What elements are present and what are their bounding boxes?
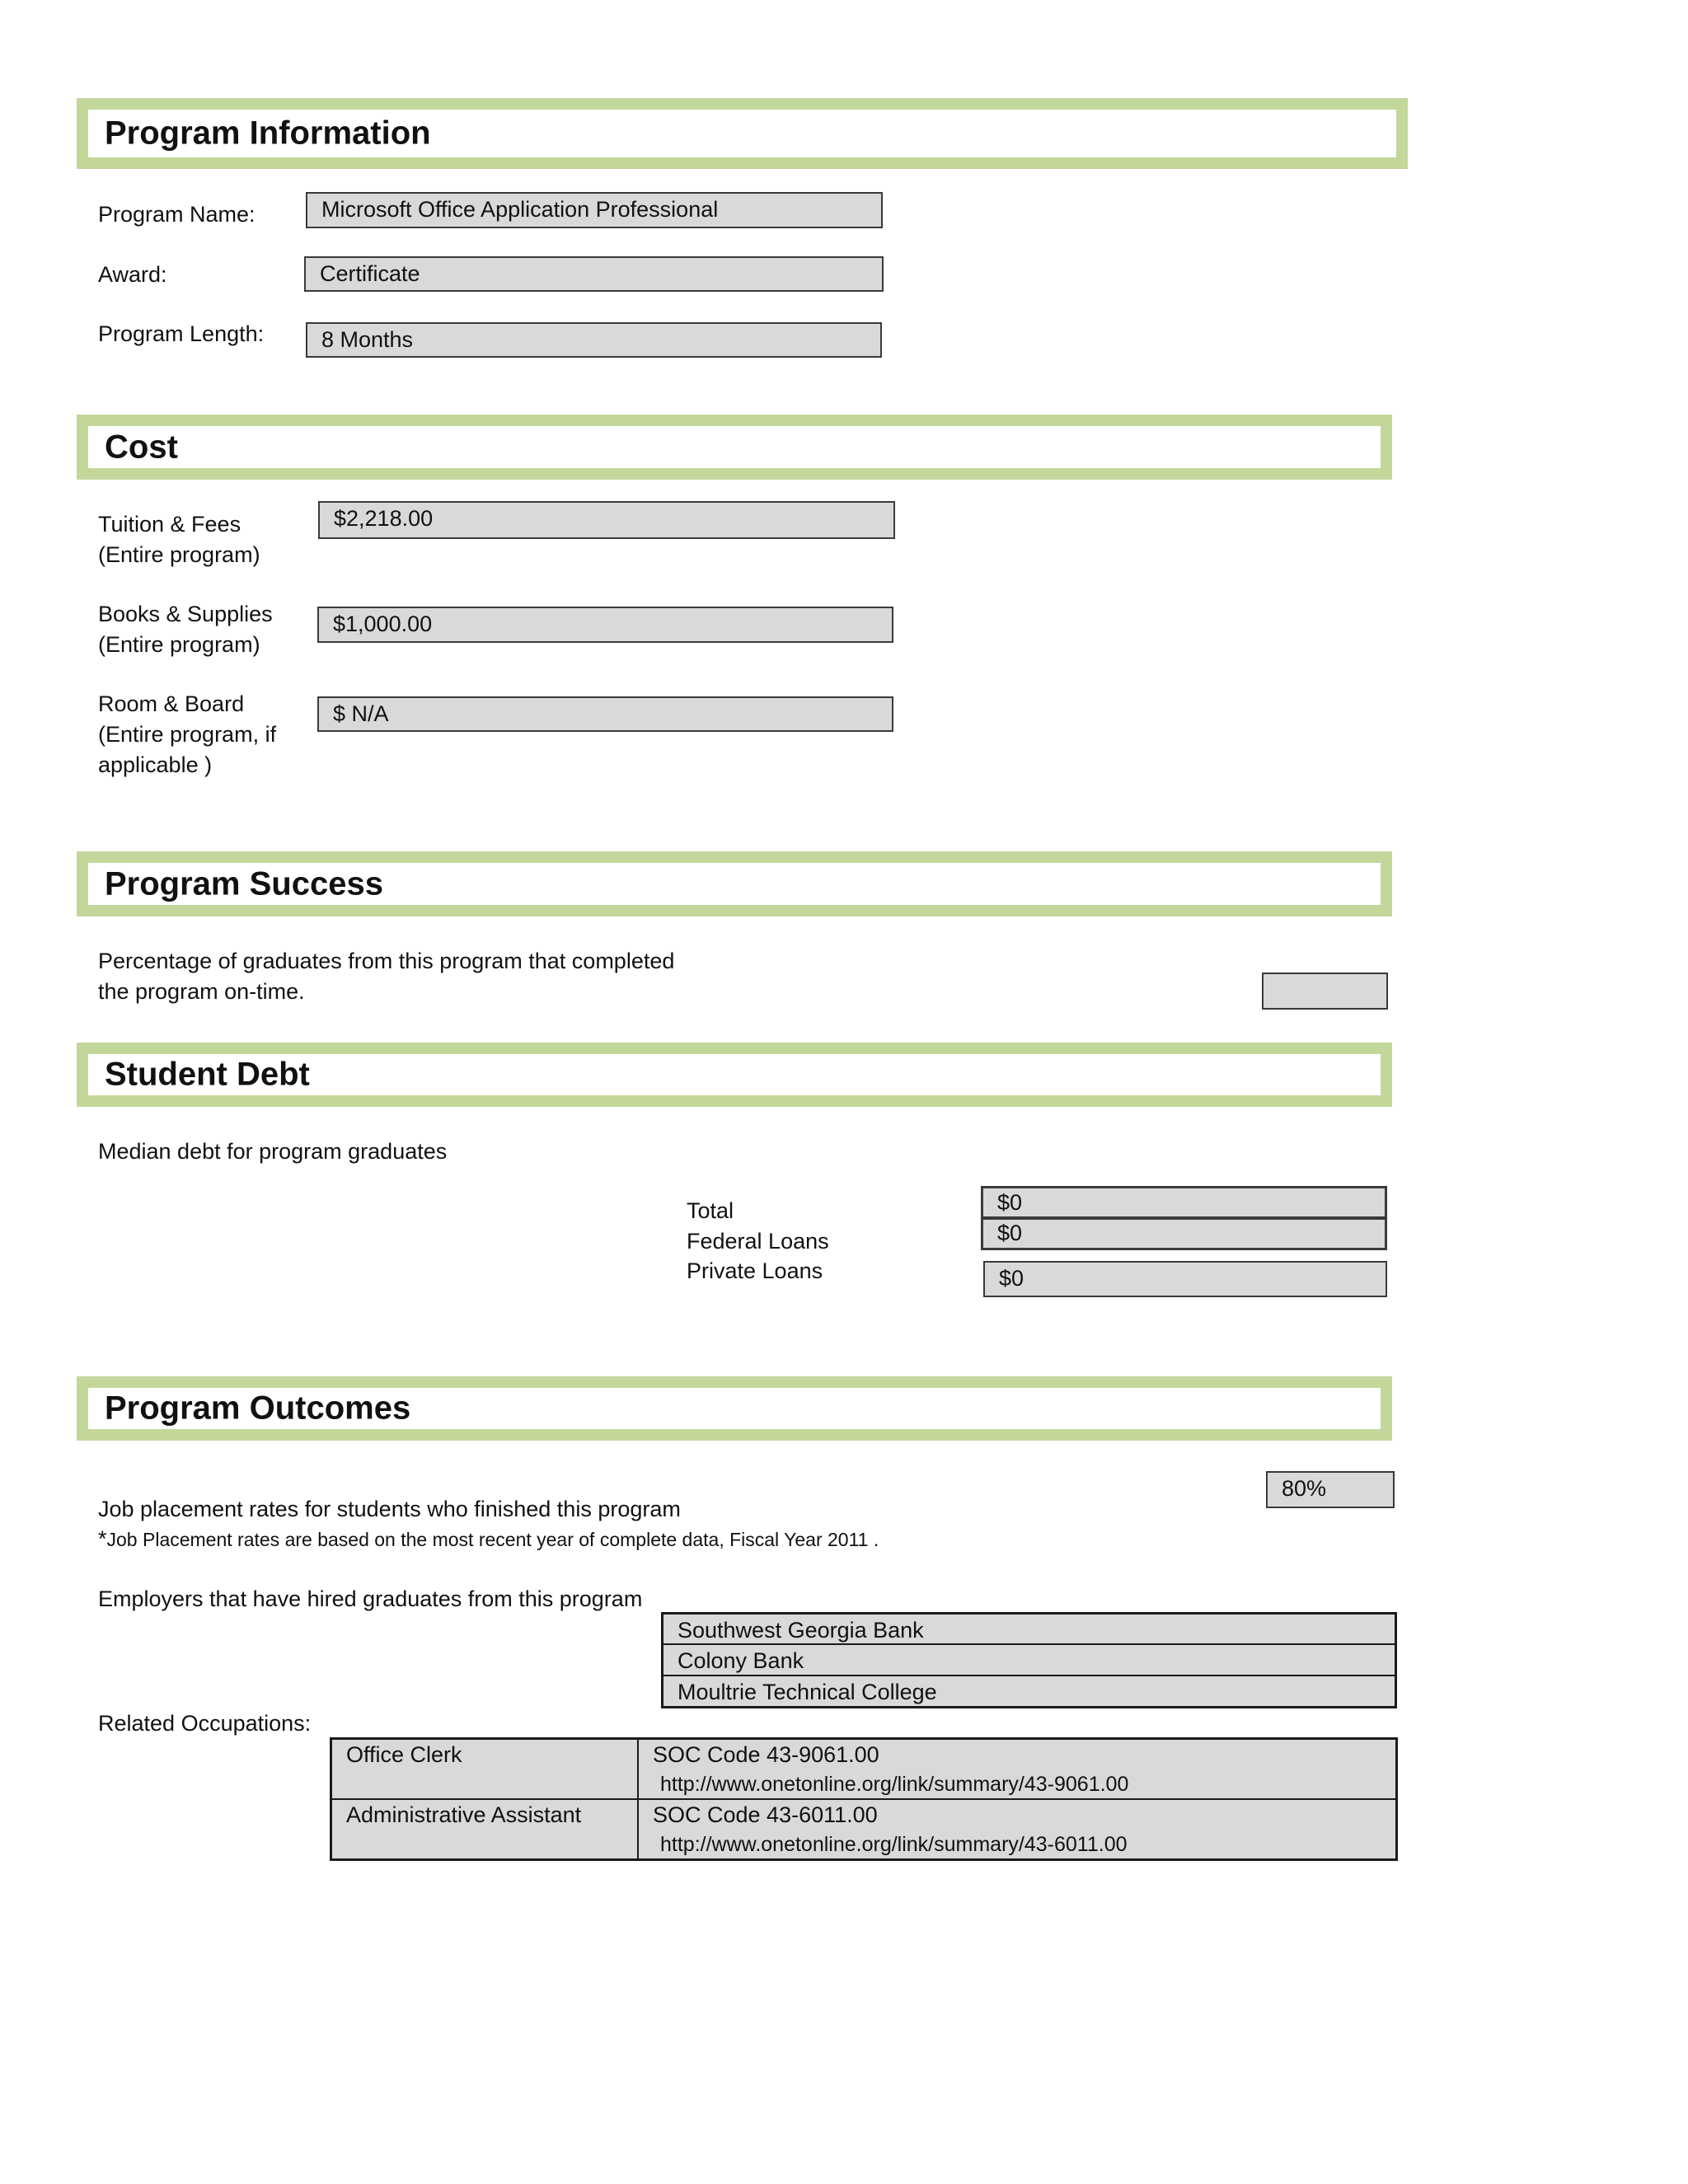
- soc-code: SOC Code 43-9061.00: [653, 1742, 879, 1767]
- onet-link[interactable]: http://www.onetonline.org/link/summary/43-6011.00: [660, 1833, 1128, 1856]
- student-debt-header: [77, 1043, 1392, 1107]
- tuition-label: [98, 509, 260, 570]
- occupations-table: [330, 1737, 1398, 1861]
- program-name-field: Microsoft Office Application Professional: [306, 192, 883, 228]
- books-label-line1: Books & Supplies: [98, 602, 273, 626]
- books-supplies-field: $1,000.00: [317, 607, 893, 643]
- occupation-title-cell: [332, 1740, 639, 1800]
- note-text: Job Placement rates are based on the most recent year of complete data, Fiscal Year 2011 .: [106, 1529, 879, 1550]
- room-label-line3: applicable ): [98, 752, 213, 777]
- occupation-title-cell: [332, 1800, 639, 1858]
- section-title: Program Success: [105, 865, 383, 902]
- occupation-title: Administrative Assistant: [346, 1802, 582, 1827]
- employer-name: Colony Bank: [678, 1648, 804, 1673]
- soc-code: SOC Code 43-6011.00: [653, 1802, 878, 1827]
- employers-label: Employers that have hired graduates from this program: [98, 1586, 643, 1611]
- related-occupations-label: Related Occupations:: [98, 1711, 312, 1736]
- section-title: Cost: [105, 429, 178, 465]
- tuition-label-line2: (Entire program): [98, 542, 260, 567]
- program-length-field: 8 Months: [306, 322, 882, 358]
- program-name-label: Program Name:: [98, 202, 256, 227]
- on-time-completion-field: [1262, 972, 1388, 1010]
- program-length-label: Program Length:: [98, 321, 265, 346]
- on-time-text-line2: the program on-time.: [98, 979, 305, 1004]
- award-label: Award:: [98, 262, 167, 287]
- on-time-completion-text: [98, 946, 674, 1007]
- employers-table: [661, 1612, 1397, 1708]
- award-field: Certificate: [304, 256, 884, 292]
- employer-row: [663, 1615, 1395, 1645]
- employer-row: [663, 1676, 1395, 1706]
- total-debt-label: Total: [687, 1198, 734, 1223]
- section-title: Program Information: [105, 115, 431, 152]
- note-asterisk: *: [98, 1526, 107, 1551]
- median-debt-text: Median debt for program graduates: [98, 1139, 448, 1164]
- federal-loans-label: Federal Loans: [687, 1229, 829, 1254]
- job-placement-rate-field: 80%: [1266, 1471, 1395, 1508]
- books-label: [98, 599, 273, 660]
- occupation-soc-cell: [639, 1740, 1395, 1800]
- occupation-soc-cell: [639, 1800, 1395, 1858]
- program-information-header: [77, 98, 1408, 169]
- employer-row: [663, 1645, 1395, 1676]
- room-label-line2: (Entire program, if: [98, 722, 277, 747]
- room-label: [98, 689, 276, 780]
- program-success-header: [77, 851, 1392, 916]
- total-debt-field: $0: [981, 1186, 1387, 1219]
- on-time-text-line1: Percentage of graduates from this program that completed: [98, 949, 675, 973]
- employer-name: Southwest Georgia Bank: [678, 1618, 924, 1643]
- books-label-line2: (Entire program): [98, 632, 260, 657]
- cost-header: [77, 415, 1392, 480]
- section-title: Student Debt: [105, 1056, 310, 1093]
- private-loans-label: Private Loans: [687, 1258, 823, 1283]
- job-placement-note: [98, 1526, 879, 1552]
- room-board-field: $ N/A: [317, 696, 893, 732]
- tuition-label-line1: Tuition & Fees: [98, 512, 241, 537]
- private-loans-field: $0: [983, 1261, 1387, 1297]
- onet-link[interactable]: http://www.onetonline.org/link/summary/43-9061.00: [660, 1773, 1129, 1796]
- employer-name: Moultrie Technical College: [678, 1680, 937, 1704]
- job-placement-text: Job placement rates for students who finished this program: [98, 1497, 681, 1521]
- tuition-fees-field: $2,218.00: [318, 501, 895, 539]
- program-outcomes-header: [77, 1376, 1392, 1441]
- federal-loans-field: $0: [981, 1217, 1387, 1250]
- room-label-line1: Room & Board: [98, 691, 245, 716]
- section-title: Program Outcomes: [105, 1390, 411, 1427]
- occupation-title: Office Clerk: [346, 1742, 462, 1767]
